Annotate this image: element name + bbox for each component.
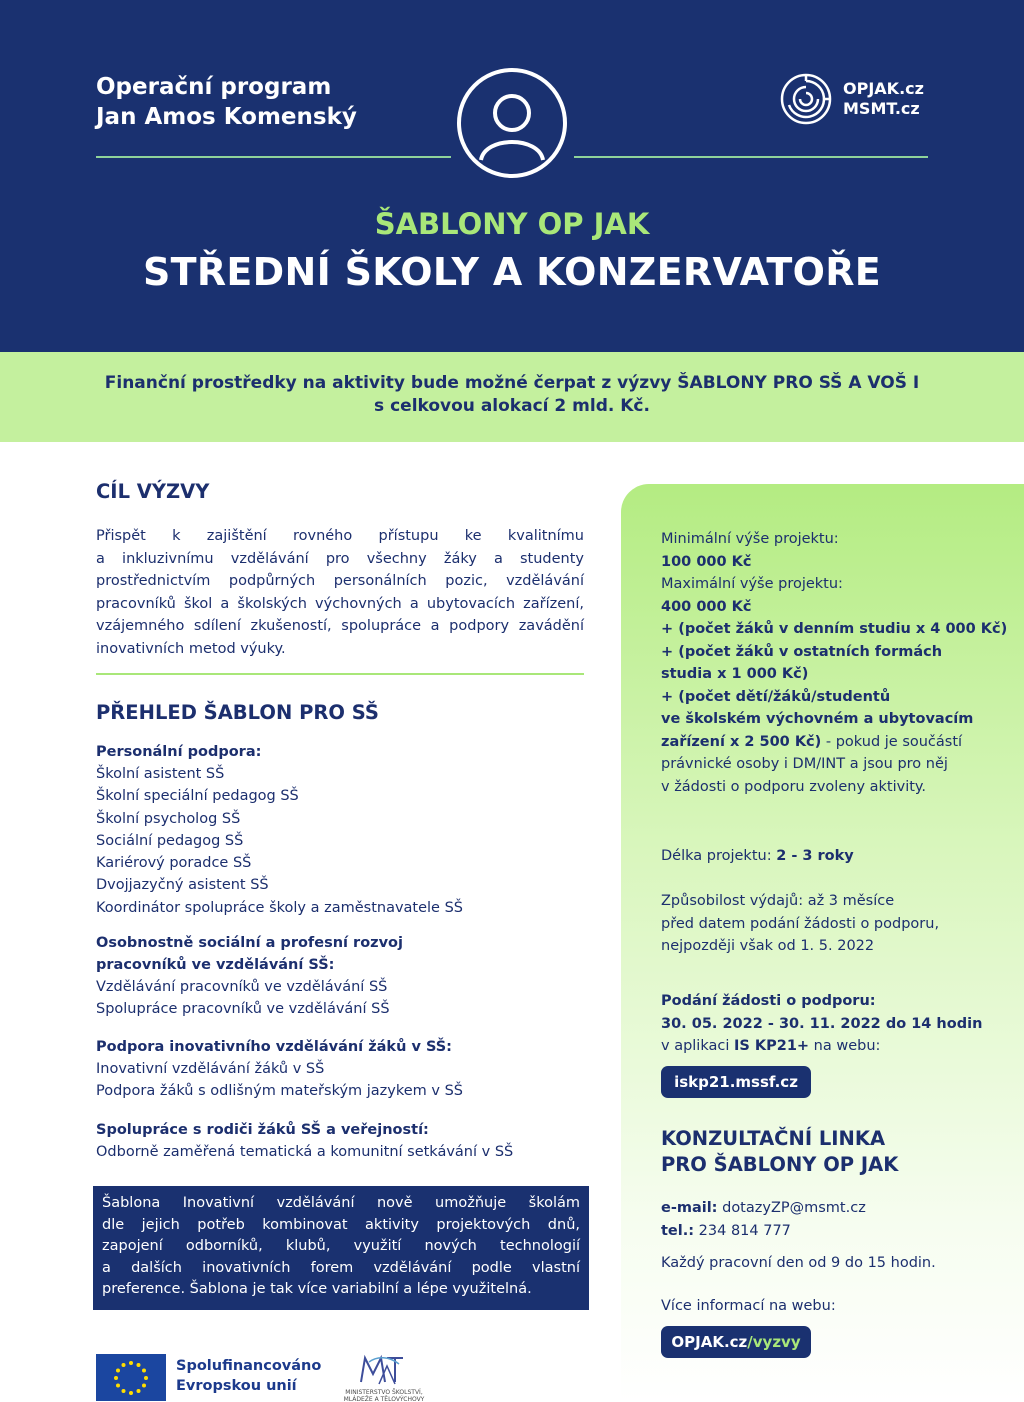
section-divider: [96, 673, 584, 675]
duration-value: 2 - 3 roky: [776, 848, 854, 864]
submit-app-pre: v aplikaci: [661, 1038, 734, 1054]
formula-line: ve školském výchovném a ubytovacím: [661, 711, 974, 727]
allocation-text: [60, 372, 964, 418]
eu-line-1: Spolufinancováno: [176, 1358, 322, 1374]
group-title: Personální podpora:: [96, 744, 262, 760]
office-hours: Každý pracovní den od 9 do 15 hodin.: [661, 1255, 936, 1271]
msmt-line-2: MLÁDEŽE A TĚLOVÝCHOVY: [343, 1396, 425, 1402]
eligibility: [661, 890, 1011, 958]
program-line-2: Jan Amos Komenský: [96, 104, 357, 130]
template-item: Školní asistent SŠ: [96, 766, 225, 782]
goal-heading: CÍL VÝZVY: [96, 480, 210, 503]
hotline-line-1: KONZULTAČNÍ LINKA: [661, 1127, 886, 1150]
note-line: a dalších inovativních forem vzdělávání podle vlastní: [102, 1259, 580, 1276]
template-item: Dvojjazyčný asistent SŠ: [96, 877, 269, 894]
header-divider-right: [574, 156, 928, 158]
submit-app-post: na webu:: [809, 1038, 881, 1054]
template-group-development: [96, 932, 596, 1021]
submission-info: [661, 990, 1011, 1058]
header: [0, 0, 1024, 352]
eligibility-line: před datem podání žádosti o podporu,: [661, 915, 940, 932]
goal-line: a inkluzivnímu vzdělávání pro všechny žáky a studenty: [96, 550, 584, 567]
submit-app-name: IS KP21+: [733, 1038, 810, 1054]
goal-line: prostřednictvím podpůrných personálních pozic, vzdělávání: [96, 573, 584, 589]
project-amounts: [661, 528, 1011, 798]
program-name: [96, 72, 436, 132]
msmt-line-1: MINISTERSTVO ŠKOLSTVÍ,: [345, 1389, 423, 1396]
template-group-personnel: [96, 741, 596, 919]
group-title: Osobnostně sociální a profesní rozvoj: [96, 935, 403, 951]
page-title: STŘEDNÍ ŠKOLY A KONZERVATOŘE: [142, 250, 882, 294]
website-links: [843, 79, 924, 119]
eu-cofinancing-label: [176, 1356, 321, 1396]
template-item: Odborně zaměřená tematická a komunitní setkávání v SŠ: [96, 1144, 514, 1160]
note-line: dle jejich potřeb kombinovat aktivity projektových dnů,: [102, 1216, 580, 1233]
template-item: Kariérový poradce SŠ: [96, 855, 252, 872]
subtitle: ŠABLONY OP JAK: [374, 207, 650, 241]
template-group-innovative: [96, 1036, 596, 1103]
submit-label: Podání žádosti o podporu:: [661, 993, 876, 1009]
iskp-link-button[interactable]: iskp21.mssf.cz: [661, 1066, 811, 1098]
email-label: e-mail:: [661, 1200, 718, 1216]
contact-info: [661, 1197, 1011, 1242]
duration-label: Délka projektu:: [661, 848, 777, 864]
template-item: Vzdělávání pracovníků ve vzdělávání SŠ: [96, 979, 388, 995]
formula-line: + (počet žáků v ostatních formách: [661, 643, 943, 660]
formula-line: + (počet žáků v denním studiu x 4 000 Kč): [661, 621, 1008, 637]
opjak-web-link-button[interactable]: [661, 1326, 811, 1358]
group-title: pracovníků ve vzdělávání SŠ:: [96, 957, 335, 973]
goal-line: pracovníků škol a školských výchovných a ubytovacích zařízení,: [96, 595, 584, 612]
overview-heading: PŘEHLED ŠABLON PRO SŠ: [96, 701, 379, 724]
note-line: Šablona Inovativní vzdělávání nově umožňuje školám: [102, 1195, 580, 1211]
group-title: Podpora inovativního vzdělávání žáků v SŠ:: [96, 1039, 452, 1055]
min-value: 100 000 Kč: [661, 553, 752, 570]
goal-line: inovativních metod výuky.: [96, 640, 286, 657]
msmt-logo-icon: [355, 1352, 415, 1388]
template-item: Školní speciální pedagog SŠ: [96, 788, 299, 805]
tel-label: tel.:: [661, 1222, 695, 1239]
allocation-banner: [0, 352, 1024, 442]
template-item: Podpora žáků s odlišným mateřským jazykem v SŠ: [96, 1083, 464, 1100]
note-line: preference. Šablona je tak více variabilní a lépe využitelná.: [102, 1281, 532, 1297]
group-title: Spolupráce s rodiči žáků SŠ a veřejností:: [96, 1122, 429, 1138]
person-icon: [457, 68, 567, 178]
eu-line-2: Evropskou unií: [176, 1378, 297, 1394]
goal-text: [96, 525, 584, 660]
email-line: [661, 1197, 1011, 1220]
header-divider-left: [96, 156, 451, 158]
max-label: Maximální výše projektu:: [661, 576, 843, 592]
template-item: Spolupráce pracovníků ve vzdělávání SŠ: [96, 1001, 390, 1018]
note-line: zapojení odborníků, klubů, využití nových technologií: [102, 1238, 580, 1254]
goal-line: vzájemného sdílení zkušeností, spolupráce a podpory zavádění: [96, 618, 584, 634]
min-label: Minimální výše projektu:: [661, 531, 839, 547]
maze-logo-icon: [780, 73, 832, 125]
formula-line: studia x 1 000 Kč): [661, 666, 809, 682]
max-value: 400 000 Kč: [661, 598, 752, 615]
web-link-main: OPJAK.cz: [671, 1333, 748, 1351]
formula-bold: zařízení x 2 500 Kč): [661, 733, 822, 750]
eligibility-line: Způsobilost výdajů: až 3 měsíce: [661, 893, 895, 909]
hotline-line-2: PRO ŠABLONY OP JAK: [661, 1153, 899, 1176]
formula-line: právnické osoby i DM/INT a jsou pro něj: [661, 756, 948, 772]
eligibility-line: nejpozději však od 1. 5. 2022: [661, 938, 875, 954]
web-link-path: /vyzvy: [747, 1333, 801, 1351]
program-line-1: Operační program: [96, 74, 332, 100]
formula-rest: - pokud je součástí: [821, 733, 963, 750]
template-group-parents: [96, 1119, 596, 1163]
project-duration: [661, 845, 1011, 868]
tel-link[interactable]: 234 814 777: [694, 1222, 791, 1239]
hotline-heading: [661, 1126, 898, 1178]
template-item: Školní psycholog SŠ: [96, 810, 241, 827]
submit-dates: 30. 05. 2022 - 30. 11. 2022 do 14 hodin: [661, 1015, 983, 1032]
more-info-label: Více informací na webu:: [661, 1298, 836, 1314]
template-item: Sociální pedagog SŠ: [96, 832, 244, 849]
formula-line: + (počet dětí/žáků/studentů: [661, 688, 891, 705]
tel-line: [661, 1220, 1011, 1243]
msmt-logo-text: [334, 1389, 434, 1402]
email-link[interactable]: dotazyZP@msmt.cz: [717, 1200, 866, 1216]
site-opjak[interactable]: OPJAK.cz: [843, 79, 924, 98]
site-msmt[interactable]: MSMT.cz: [843, 99, 920, 118]
template-item: Koordinátor spolupráce školy a zaměstnavatele SŠ: [96, 899, 463, 916]
innovation-note: [93, 1186, 589, 1310]
eu-flag-icon: [96, 1354, 166, 1401]
submit-app-line: [661, 1035, 1011, 1058]
goal-line: Přispět k zajištění rovného přístupu ke kvalitnímu: [96, 528, 584, 544]
template-item: Inovativní vzdělávání žáků v SŠ: [96, 1061, 325, 1077]
allocation-line-1: Finanční prostředky na aktivity bude možné čerpat z výzvy ŠABLONY PRO SŠ A VOŠ I: [104, 373, 920, 393]
formula-line: v žádosti o podporu zvoleny aktivity.: [661, 778, 927, 795]
duration-line: [661, 845, 1011, 868]
formula-line: [661, 731, 1011, 754]
allocation-line-2: s celkovou alokací 2 mld. Kč.: [374, 396, 650, 416]
